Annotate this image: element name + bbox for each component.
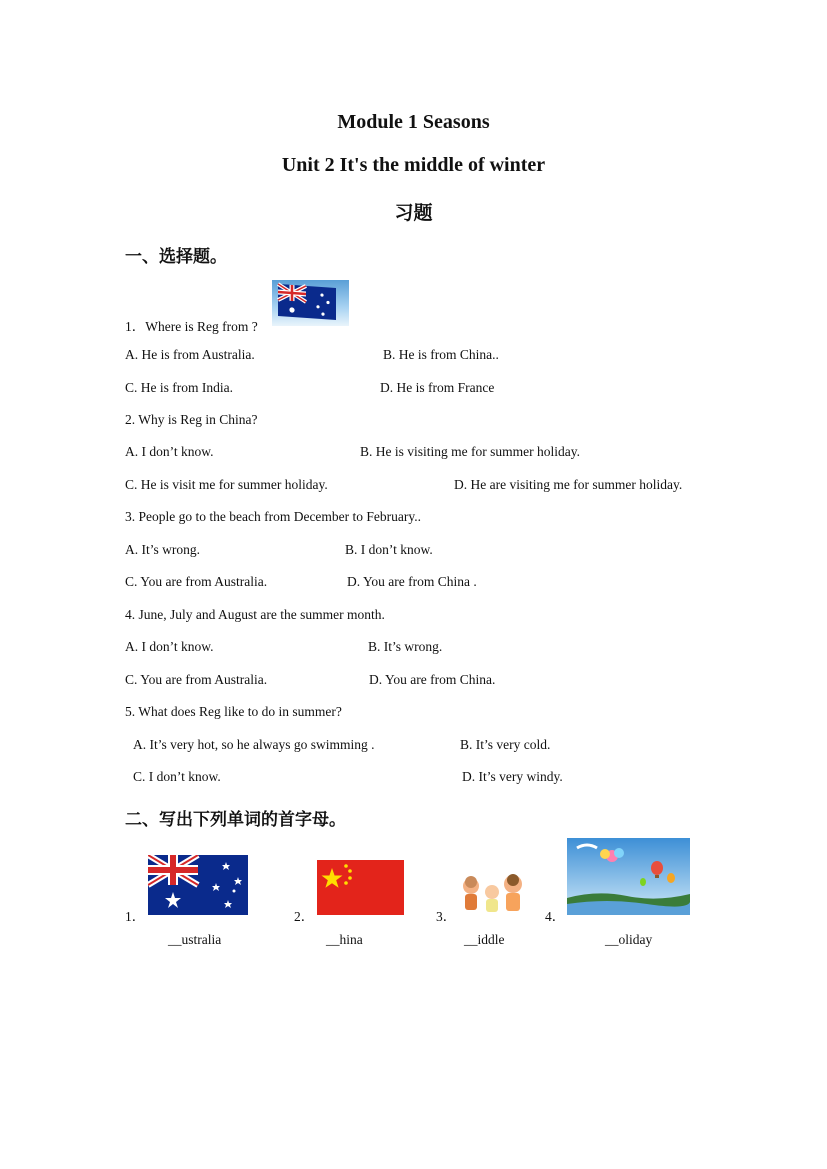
q1-option-a: A. He is from Australia. bbox=[125, 347, 255, 362]
australia-flag-icon bbox=[272, 280, 349, 326]
item-4-word: __oliday bbox=[605, 932, 653, 947]
cartoon-family-image bbox=[458, 872, 528, 915]
q2-option-c: C. He is visit me for summer holiday. bbox=[125, 477, 328, 492]
china-flag-icon bbox=[317, 860, 404, 915]
q3-option-a: A. It’s wrong. bbox=[125, 542, 200, 557]
australia-flag-icon bbox=[148, 855, 248, 915]
australia-flag-image bbox=[148, 855, 248, 915]
item-1-number: 1． bbox=[125, 909, 146, 924]
question-4: 4. June, July and August are the summer month. bbox=[125, 607, 385, 622]
q3-option-b: B. I don’t know. bbox=[345, 542, 433, 557]
q5-option-c: C. I don’t know. bbox=[133, 769, 221, 784]
q4-option-a: A. I don’t know. bbox=[125, 639, 214, 654]
question-2: 2. Why is Reg in China? bbox=[125, 412, 258, 427]
item-4-number: 4． bbox=[545, 909, 566, 924]
section-2-heading: 二、写出下列单词的首字母。 bbox=[125, 810, 346, 830]
q5-option-d: D. It’s very windy. bbox=[462, 769, 563, 784]
section-1-heading: 一、选择题。 bbox=[125, 247, 227, 267]
q1-option-c: C. He is from India. bbox=[125, 380, 233, 395]
q4-option-c: C. You are from Australia. bbox=[125, 672, 268, 687]
china-flag-image bbox=[317, 860, 404, 915]
item-1-word: __ustralia bbox=[168, 932, 222, 947]
holiday-scene-image bbox=[567, 838, 690, 915]
module-title: Module 1 Seasons bbox=[337, 111, 490, 133]
unit-title: Unit 2 It's the middle of winter bbox=[281, 154, 546, 176]
family-icon bbox=[458, 872, 528, 915]
q3-option-d: D. You are from China . bbox=[347, 574, 477, 589]
australia-flag-photo bbox=[272, 280, 349, 326]
item-3-word: __iddle bbox=[464, 932, 505, 947]
q2-option-d: D. He are visiting me for summer holiday. bbox=[454, 477, 683, 492]
question-5: 5. What does Reg like to do in summer? bbox=[125, 704, 342, 719]
holiday-icon bbox=[567, 838, 690, 915]
item-2-number: 2． bbox=[294, 909, 315, 924]
q2-option-a: A. I don’t know. bbox=[125, 444, 214, 459]
question-1: 1．Where is Reg from ? bbox=[125, 319, 258, 334]
q5-option-b: B. It’s very cold. bbox=[460, 737, 551, 752]
q5-option-a: A. It’s very hot, so he always go swimming . bbox=[133, 737, 375, 752]
q2-option-b: B. He is visiting me for summer holiday. bbox=[360, 444, 580, 459]
q1-option-d: D. He is from France bbox=[380, 380, 495, 395]
item-2-word: __hina bbox=[326, 932, 363, 947]
q4-option-b: B. It’s wrong. bbox=[368, 639, 443, 654]
question-3: 3. People go to the beach from December to February.. bbox=[125, 509, 422, 524]
item-3-number: 3． bbox=[436, 909, 457, 924]
q1-option-b: B. He is from China.. bbox=[383, 347, 499, 362]
q4-option-d: D. You are from China. bbox=[369, 672, 496, 687]
q3-option-c: C. You are from Australia. bbox=[125, 574, 268, 589]
exercise-title: 习题 bbox=[394, 202, 433, 224]
